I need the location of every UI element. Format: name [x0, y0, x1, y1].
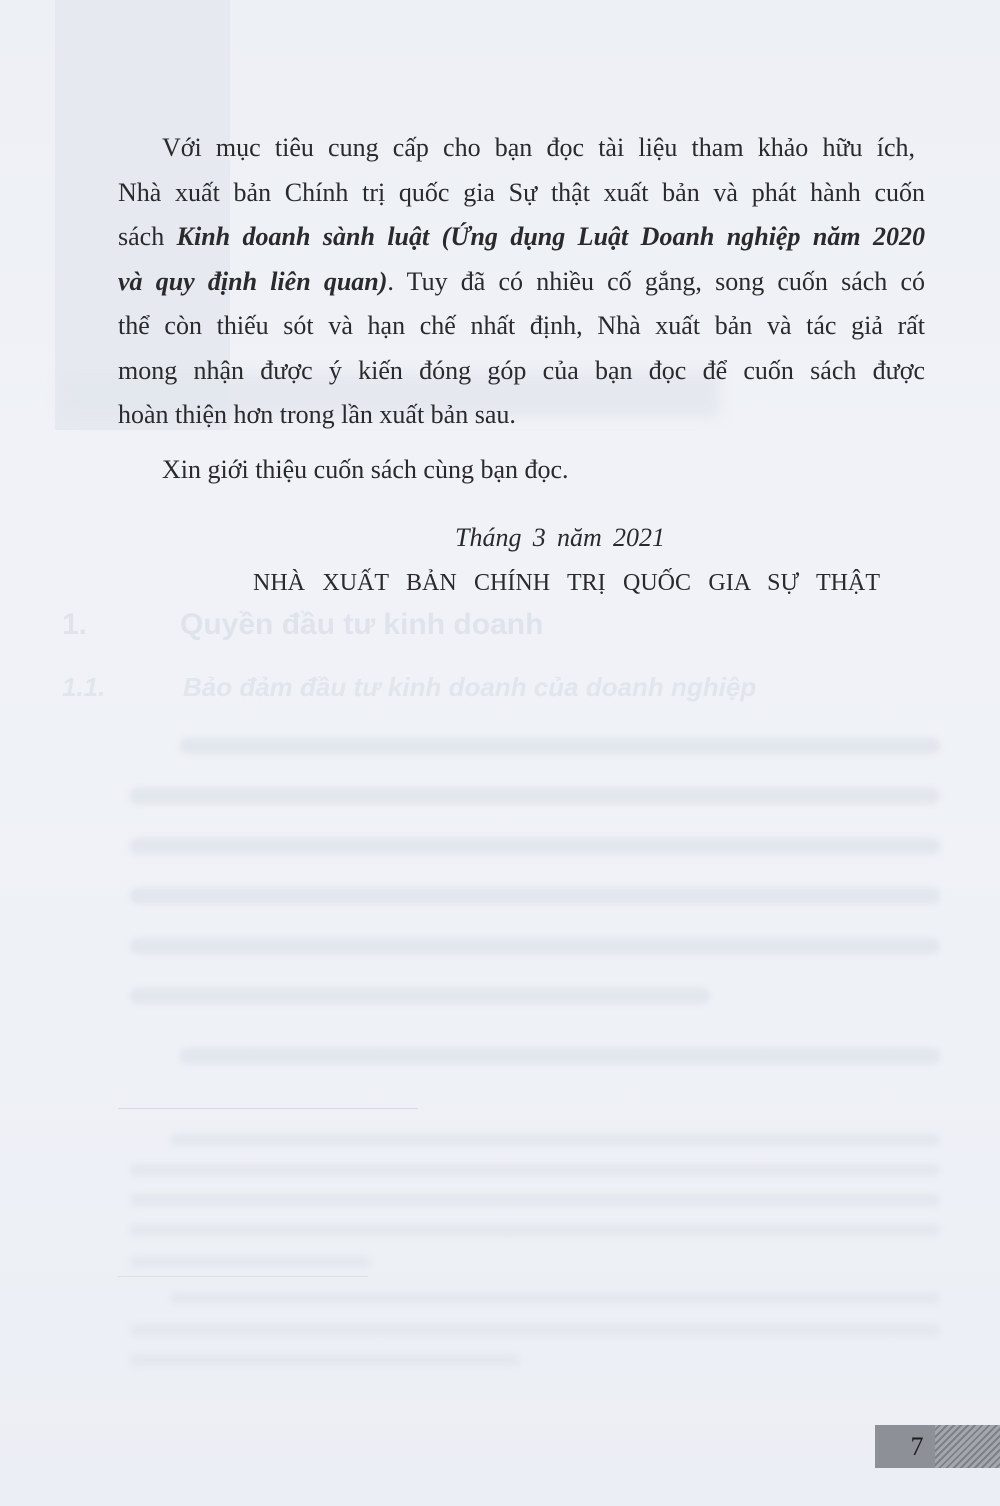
bleed-line [130, 938, 940, 954]
bleed-footnote-line [130, 1324, 940, 1336]
bleed-line [130, 988, 710, 1004]
bleed-footnote-line [130, 1164, 940, 1176]
bleed-line [130, 888, 940, 904]
book-title: Kinh doanh sành luật (Ứng dụng Luật Doanh nghiệp năm 2020 [176, 222, 925, 251]
bleed-line [130, 788, 940, 804]
bleed-footnote-line [170, 1134, 940, 1146]
bleed-footnote-line [170, 1292, 940, 1304]
publisher-signature: NHÀ XUẤT BẢN CHÍNH TRỊ QUỐC GIA SỰ THẬT [253, 570, 880, 596]
bleed-line [180, 738, 940, 754]
body-text: hoàn thiện hơn trong lần xuất bản sau. [118, 400, 516, 429]
body-text: . Tuy đã có nhiều cố gắng, song cuốn sách có [387, 266, 925, 296]
bleed-heading-2-text: Bảo đảm đầu tư kinh doanh của doanh nghiệp [183, 672, 757, 702]
bleed-footnote-line [130, 1194, 940, 1206]
body-line [118, 349, 925, 393]
bleed-line [180, 1048, 940, 1064]
body-line [162, 126, 915, 170]
body-text: mong nhận được ý kiến đóng góp của bạn đọc để cuốn sách được [118, 355, 925, 385]
page-number-tab [875, 1425, 1000, 1468]
closing-sentence: Xin giới thiệu cuốn sách cùng bạn đọc. [162, 455, 569, 484]
body-line [118, 304, 925, 348]
body-line [118, 171, 925, 215]
body-line [118, 260, 925, 304]
book-title: và quy định liên quan) [118, 266, 388, 296]
signature-date: Tháng 3 năm 2021 [455, 523, 665, 552]
body-text: Nhà xuất bản Chính trị quốc gia Sự thật xuất bản và phát hành cuốn [118, 177, 925, 207]
bleed-footnote-line [130, 1354, 520, 1366]
body-text: thể còn thiếu sót và hạn chế nhất định, Nhà xuất bản và tác giả rất [118, 311, 925, 340]
bleed-heading-2-number: 1.1. [62, 672, 106, 702]
footnote-rule [118, 1276, 368, 1277]
body-text: sách [118, 222, 177, 251]
bleed-footnote-line [130, 1256, 370, 1268]
bleed-line [130, 838, 940, 854]
bleed-footnote-line [130, 1224, 940, 1236]
page-number: 7 [910, 1432, 924, 1461]
body-text: Với mục tiêu cung cấp cho bạn đọc tài liệu tham khảo hữu ích, [162, 133, 915, 162]
bleed-heading-1-text: Quyền đầu tư kinh doanh [180, 608, 544, 641]
bleed-heading-1-number: 1. [62, 608, 88, 641]
body-line [118, 215, 925, 259]
body-line [118, 393, 925, 437]
footnote-rule [118, 1108, 418, 1109]
